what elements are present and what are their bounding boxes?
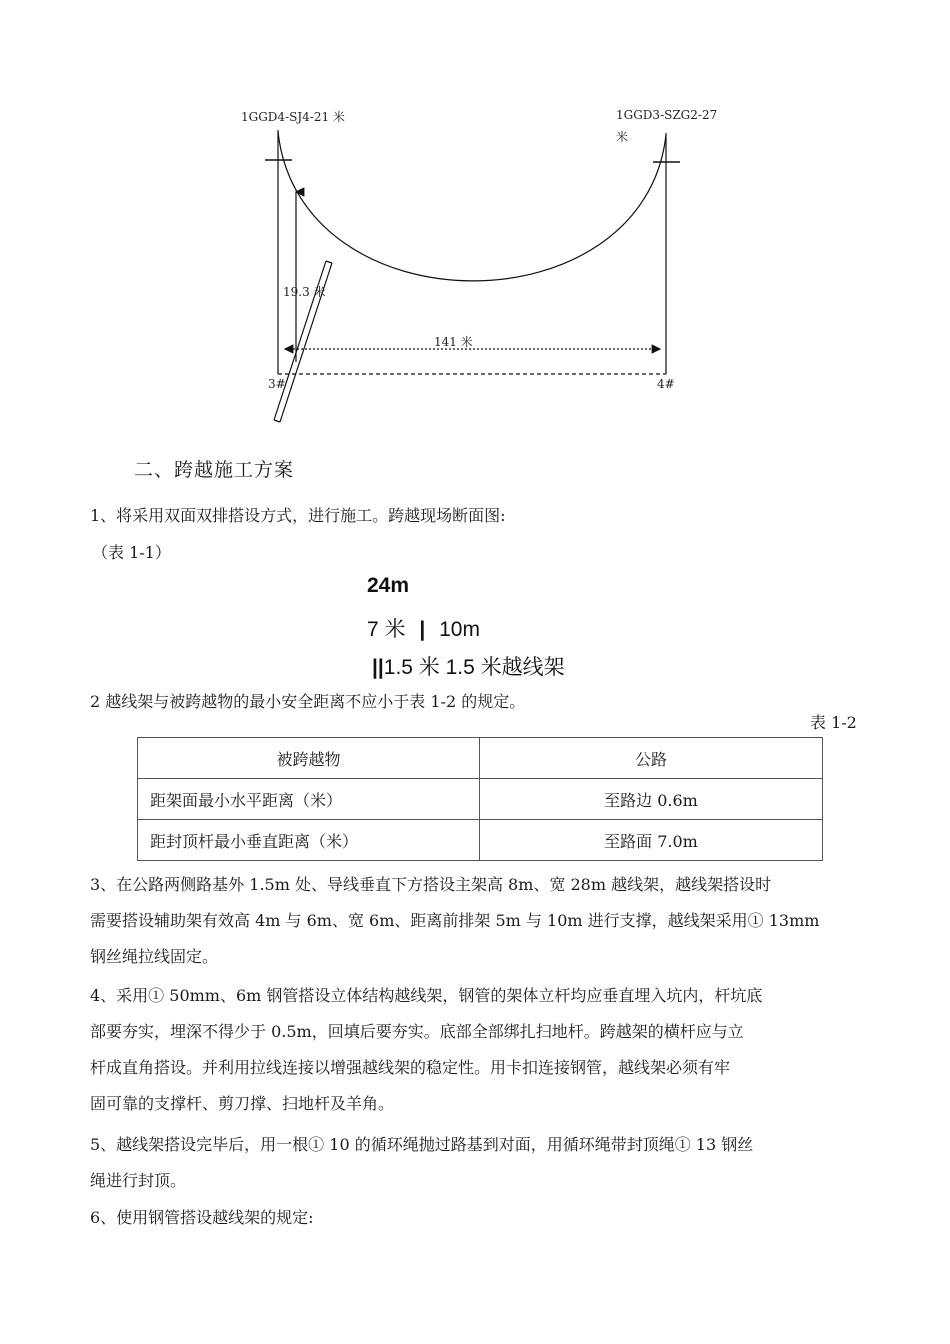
table-row: [138, 820, 823, 861]
table-header-cell: 公路: [480, 738, 823, 779]
conductor-sag-curve: [278, 132, 666, 281]
point-3-label: 3#: [268, 377, 286, 391]
sketch-line-2: [367, 613, 480, 643]
table-cell: 至路边 0.6m: [480, 779, 823, 820]
sketch-frame-text: 1.5 米 1.5 米越线架: [383, 656, 565, 679]
span-label: 141 米: [434, 335, 473, 349]
paragraph-5-line: 5、越线架搭设完毕后，用一根① 10 的循环绳抛过路基到对面，用循环绳带封顶绳① 13 钢丝: [90, 1135, 754, 1154]
right-tower-label-line1: 1GGD3-SZG2-27: [616, 108, 718, 122]
sketch-pole-marks: ||: [372, 656, 384, 679]
paragraph-1: 1、将采用双面双排搭设方式，进行施工。跨越现场断面图:: [90, 506, 506, 525]
point-4-label: 4#: [657, 377, 675, 391]
paragraph-4-line: 杆成直角搭设。并利用拉线连接以增强越线架的稳定性。用卡扣连接钢管，越线架必须有牢: [90, 1058, 731, 1077]
paragraph-4: [90, 978, 880, 1122]
paragraph-4-line: 固可靠的支撑杆、剪刀撑、扫地杆及羊角。: [90, 1094, 395, 1113]
paragraph-3-line: 需要搭设辅助架有效高 4m 与 6m、宽 6m、距离前排架 5m 与 10m 进行支撑，越线架采用① 13mm: [90, 911, 820, 930]
table-row: [138, 779, 823, 820]
sketch-line-3: [372, 651, 565, 681]
table-1-1-label: （表 1-1）: [92, 543, 171, 562]
sketch-width-label: 24m: [367, 574, 410, 597]
paragraph-4-line: 部要夯实，埋深不得少于 0.5m，回填后要夯实。底部全部绑扎扫地杆。跨越架的横杆应与立: [90, 1022, 744, 1041]
safety-distance-table: [137, 737, 823, 861]
paragraph-5-line: 绳进行封顶。: [90, 1171, 187, 1190]
sketch-10m: 10m: [439, 618, 480, 641]
paragraph-2: 2 越线架与被跨越物的最小安全距离不应小于表 1-2 的规定。: [90, 692, 526, 711]
paragraph-3: [90, 867, 880, 975]
road-end-top: [326, 261, 332, 263]
table-cell: 距架面最小水平距离（米）: [138, 779, 480, 820]
table-1-2-label: 表 1-2: [810, 713, 857, 732]
paragraph-5: [90, 1127, 880, 1199]
paragraph-3-line: 3、在公路两侧路基外 1.5m 处、导线垂直下方搭设主架高 8m、宽 28m 越线架，越线架搭设时: [90, 875, 772, 894]
paragraph-3-line: 钢丝绳拉线固定。: [90, 947, 219, 966]
height-label: 19.3 米: [283, 285, 326, 299]
span-diagram: [0, 0, 950, 440]
paragraph-4-line: 4、采用① 50mm、6m 钢管搭设立体结构越线架，钢管的架体立杆均应垂直埋入坑内，杆坑底: [90, 986, 763, 1005]
sketch-7m: 7 米: [367, 618, 406, 641]
span-diagram-drawing: [0, 0, 950, 440]
paragraph-6: 6、使用钢管搭设越线架的规定:: [90, 1208, 314, 1227]
right-tower-label-line2: 米: [616, 130, 629, 144]
sketch-divider: |: [419, 618, 426, 641]
table-header-row: [138, 738, 823, 779]
table-header-cell: 被跨越物: [138, 738, 480, 779]
table-cell: 至路面 7.0m: [480, 820, 823, 861]
road-end-bottom: [274, 420, 280, 422]
left-tower-label: 1GGD4-SJ4-21 米: [241, 110, 345, 124]
section-title: 二、跨越施工方案: [134, 459, 295, 481]
table-cell: 距封顶杆最小垂直距离（米）: [138, 820, 480, 861]
